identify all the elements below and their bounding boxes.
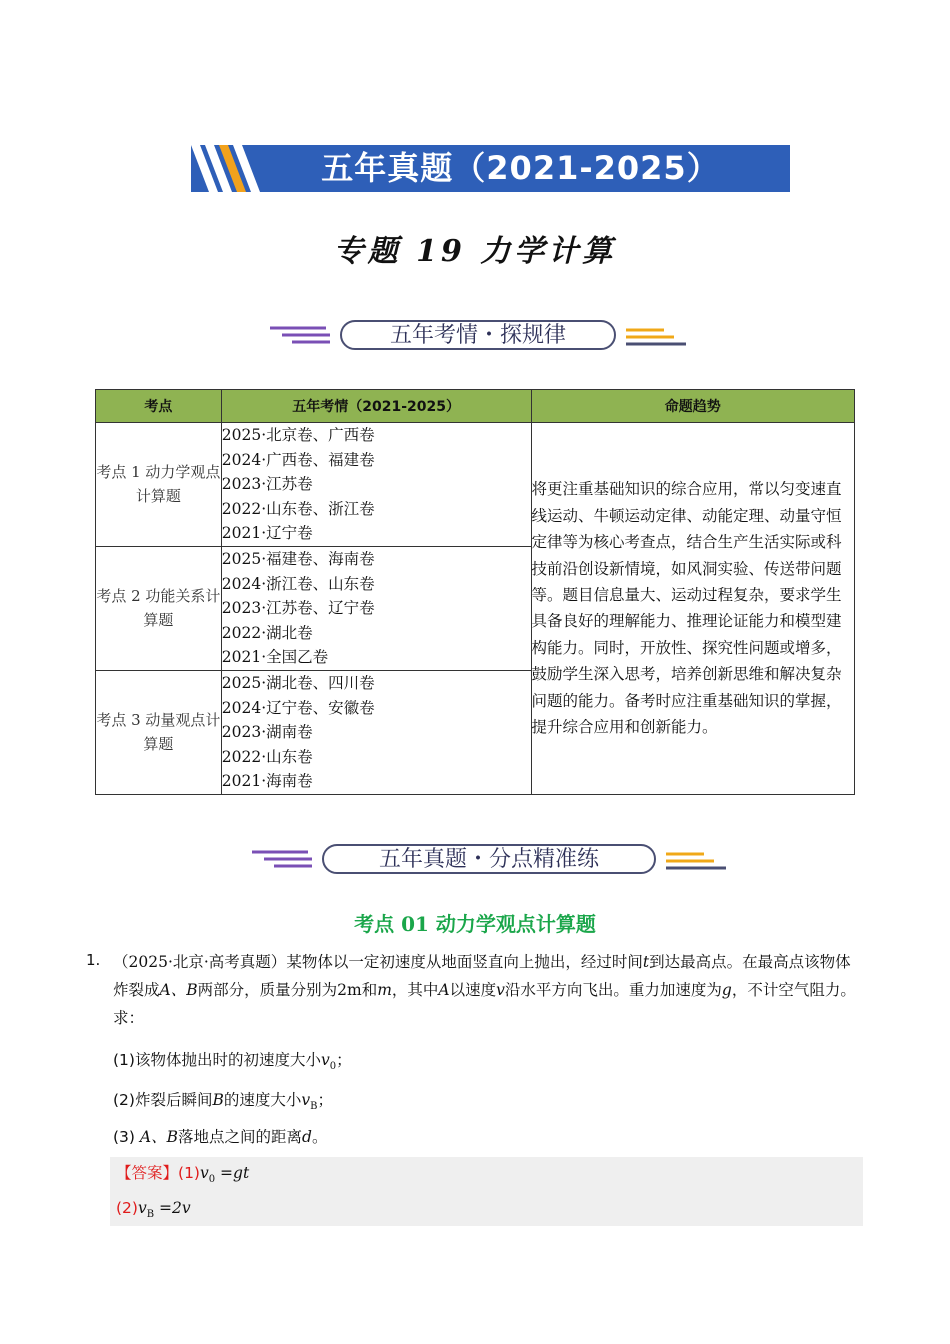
question-text-part: ，其中	[391, 981, 439, 999]
year-entry: 2024·广西卷、福建卷	[221, 450, 375, 469]
question-number: 1.	[86, 951, 101, 969]
var-2m: 2m	[337, 981, 362, 999]
banner-title: 五年真题（2021-2025）	[321, 149, 720, 187]
years-cell	[221, 670, 531, 794]
question-text	[113, 948, 865, 1032]
sub-text: 落地点之间的距离	[178, 1128, 303, 1146]
answer-var: v	[137, 1199, 147, 1217]
subscript: 0	[208, 1174, 216, 1186]
year-entry: 2022·湖北卷	[221, 623, 313, 642]
sub-number: (1)	[113, 1051, 135, 1069]
var-b: B	[212, 1091, 224, 1109]
year-entry: 2021·辽宁卷	[221, 524, 313, 543]
var-g: g	[721, 981, 732, 999]
sub-text: 的速度大小	[223, 1091, 302, 1109]
question-text-part: 两部分，质量分别为	[197, 981, 338, 999]
years-cell	[221, 423, 531, 547]
sub-text: 炸裂后瞬间	[134, 1091, 213, 1109]
sub-number: (2)	[113, 1091, 135, 1109]
var-d: d	[302, 1128, 312, 1146]
year-entry: 2025·福建卷、海南卷	[221, 549, 375, 568]
sub-text: 。	[311, 1128, 328, 1146]
answer-box	[110, 1157, 863, 1226]
sub-text: 该物体抛出时的初速度大小	[134, 1051, 321, 1069]
year-entry: 2023·湖南卷	[221, 723, 313, 742]
section-banner-practice	[0, 842, 950, 882]
right-lines-decoration	[664, 842, 728, 878]
year-entry: 2022·山东卷	[221, 747, 313, 766]
point-section-title: 考点 01 动力学观点计算题	[354, 912, 596, 936]
sub-question-1	[113, 1048, 352, 1072]
year-entry: 2024·浙江卷、山东卷	[221, 574, 375, 593]
sub-text: ；	[317, 1091, 334, 1109]
question-text-part: 某物体以一定初速度从地面竖直向上抛出，经过时间	[286, 953, 643, 971]
subscript: B	[146, 1209, 155, 1221]
years-cell	[221, 546, 531, 670]
point-cell: 考点 1 动力学观点计算题	[96, 423, 222, 547]
answer-line-1	[116, 1161, 249, 1185]
year-entry: 2021·全国乙卷	[221, 648, 329, 667]
year-entry: 2023·江苏卷、辽宁卷	[221, 599, 375, 618]
table-row	[96, 423, 855, 547]
var-vb: v	[301, 1091, 311, 1109]
var-m: m	[377, 981, 392, 999]
year-entry: 2023·江苏卷	[221, 475, 313, 494]
year-entry: 2025·湖北卷、四川卷	[221, 673, 375, 692]
var-v: v	[496, 981, 505, 999]
header-banner	[191, 145, 790, 192]
answer-label: 【答案】	[116, 1164, 179, 1182]
var-t: t	[642, 953, 650, 971]
section-title-trends: 五年考情・探规律	[340, 320, 616, 350]
header-point: 考点	[96, 390, 222, 423]
answer-number: (1)	[178, 1164, 200, 1182]
answer-equation: =gt	[215, 1164, 250, 1182]
section-banner-trends	[0, 318, 950, 358]
question-text-part: ，不计空气阻力。求：	[113, 981, 856, 1027]
question-text-part: 和	[361, 981, 378, 999]
answer-number: (2)	[116, 1199, 138, 1217]
var-ab: A、B	[159, 981, 198, 999]
var-a: A	[438, 981, 450, 999]
trend-cell: 将更注重基础知识的综合应用，常以匀变速直线运动、牛顿运动定律、动能定理、动量守恒定律等为核心考查点，结合生产生活实际或科技前沿创设新情境，如风洞实验、传送带问题等。题目信息量大、运动过程复杂，要求学生具备良好的理解能力、推理论证能力和模型建构能力。同时，开放性、探究性问题或增多，鼓励学生深入思考，培养创新思维和解决复杂问题的能力。备考时应注重基础知识的掌握，提升综合应用和创新能力。	[531, 423, 854, 795]
sub-question-3	[113, 1125, 327, 1147]
year-entry: 2024·辽宁卷、安徽卷	[221, 698, 375, 717]
left-lines-decoration	[250, 842, 314, 878]
answer-equation: =2v	[154, 1199, 191, 1217]
question-source: （2025·北京·高考真题）	[113, 953, 287, 971]
header-trend: 命题趋势	[531, 390, 854, 423]
var-ab: A、B	[139, 1128, 178, 1146]
topic-title: 专题 19 力学计算	[333, 234, 617, 269]
question-text-part: 沿水平方向飞出。重力加速度为	[504, 981, 722, 999]
section-title-practice: 五年真题・分点精准练	[322, 844, 656, 874]
question-text-part: 到达最高点。在最高点该物体炸裂成	[113, 953, 851, 999]
sub-text: ；	[336, 1051, 352, 1069]
answer-var: v	[199, 1164, 209, 1182]
year-entry: 2022·山东卷、浙江卷	[221, 499, 375, 518]
right-lines-decoration	[624, 318, 688, 354]
answer-line-2	[116, 1199, 191, 1220]
sub-number: (3)	[113, 1128, 135, 1146]
subscript: 0	[329, 1061, 337, 1073]
point-cell: 考点 3 动量观点计算题	[96, 670, 222, 794]
sub-question-2	[113, 1088, 333, 1112]
year-entry: 2025·北京卷、广西卷	[221, 426, 375, 444]
var-v0: v	[320, 1051, 330, 1069]
header-years: 五年考情（2021-2025）	[221, 390, 531, 423]
subscript: B	[310, 1101, 318, 1113]
point-cell: 考点 2 功能关系计算题	[96, 546, 222, 670]
year-entry: 2021·海南卷	[221, 772, 313, 791]
left-lines-decoration	[268, 318, 332, 354]
exam-trends-table	[95, 389, 855, 795]
question-text-part: 以速度	[449, 981, 497, 999]
